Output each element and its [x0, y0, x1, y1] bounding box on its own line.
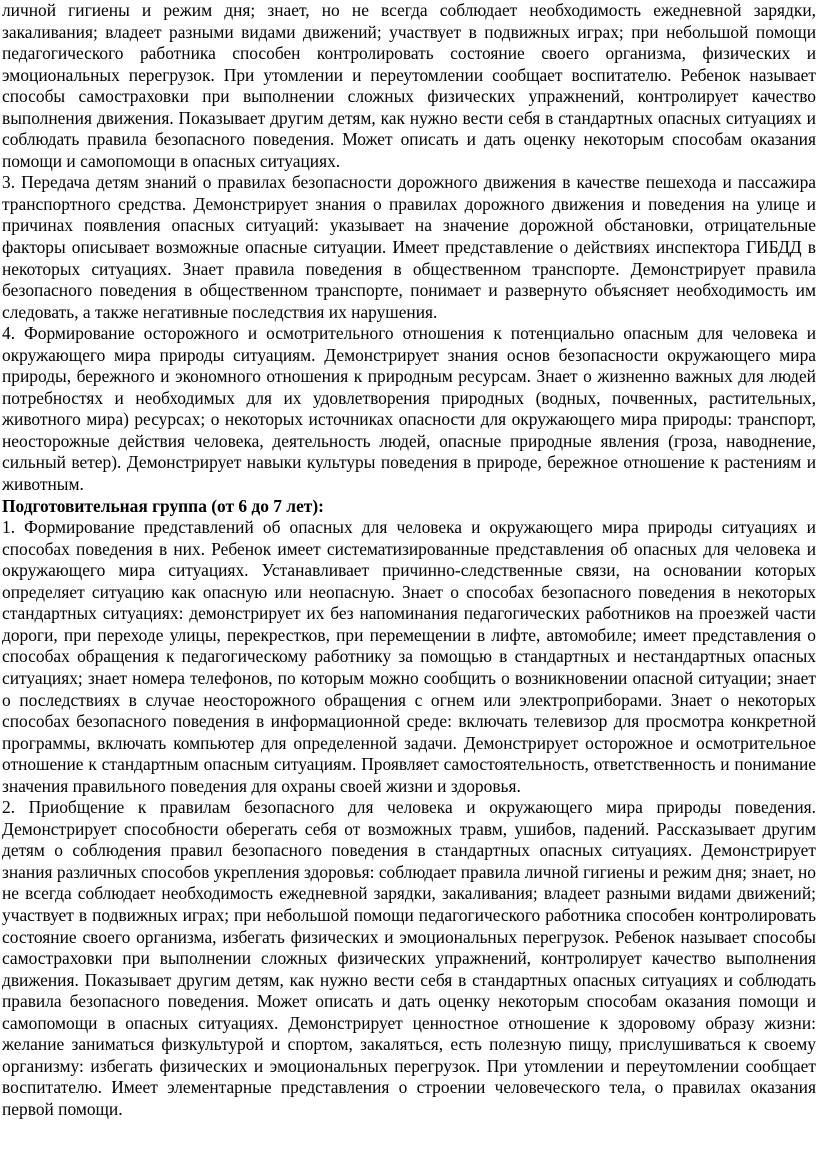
paragraph-hygiene-continuation: личной гигиены и режим дня; знает, но не всегда соблюдает необходимость ежедневной зарядки, закаливания; владеет разными видами движений; участвует в подвижных играх; при небольшой помощи педагогического работника способен контролировать состояние своего организма, физических и эмоциональных перегрузок. При утомлении и переутомлении сообщает воспитателю. Ребенок называет способы самостраховки при выполнении сложных физических упражнений, контролирует качество выполнения движения. Показывает другим детям, как нужно вести себя в стандартных опасных ситуациях и соблюдать правила безопасного поведения. Может описать и дать оценку некоторым способам оказания помощи и самопомощи в опасных ситуациях.: [2, 0, 816, 171]
paragraph-traffic-safety: 3. Передача детям знаний о правилах безопасности дорожного движения в качестве пешехода и пассажира транспортного средства. Демонстрирует знания о правилах дорожного движения и поведения на улице и причинах появления опасных ситуаций: указывает на значение дорожной обстановки, отрицательные факторы описывает возможные опасные ситуации. Имеет представление о действиях инспектора ГИБДД в некоторых ситуациях. Знает правила поведения в общественном транспорте. Демонстрирует правила безопасного поведения в общественном транспорте, понимает и развернуто объясняет необходимость им следовать, а также негативные последствия их нарушения.: [2, 172, 816, 322]
section-heading: Подготовительная группа (от 6 до 7 лет):: [2, 495, 324, 516]
paragraph-safe-behavior-rules: 2. Приобщение к правилам безопасного для человека и окружающего мира природы поведения. Демонстрирует способности оберегать себя от возможных травм, ушибов, падений. Рассказывает другим детям о соблюдения правил безопасного поведения в стандартных опасных ситуациях. Демонстрирует знания различных способов укрепления здоровья: соблюдает правила личной гигиены и режим дня; знает, но не всегда соблюдает необходимость ежедневной зарядки, закаливания; владеет разными видами движений; участвует в подвижных играх; при небольшой помощи педагогического работника способен контролировать состояние своего организма, избегать физических и эмоциональных перегрузок. Ребенок называет способы самостраховки при выполнении сложных физических упражнений, контролирует качество выполнения движения. Показывает другим детям, как нужно вести себя в стандартных опасных ситуациях и соблюдать правила безопасного поведения. Может описать и дать оценку некоторым способам оказания помощи и самопомощи в опасных ситуациях. Демонстрирует ценностное отношение к здоровому образу жизни: желание заниматься физкультурой и спортом, закаляться, есть полезную пищу, прислушиваться к своему организму: избегать физических и эмоциональных перегрузок. При утомлении и переутомлении сообщает воспитателю. Имеет элементарные представления о строении человеческого тела, о правилах оказания первой помощи.: [2, 797, 816, 1119]
paragraph-nature-safety: 4. Формирование осторожного и осмотрительного отношения к потенциально опасным для человека и окружающего мира природы ситуациям. Демонстрирует знания основ безопасности окружающего мира природы, бережного и экономного отношения к природным ресурсам. Знает о жизненно важных для людей потребностях и необходимых для их удовлетворения природных (водных, почвенных, растительных, животного мира) ресурсах; о некоторых источниках опасности для окружающего мира природы: транспорт, неосторожные действия человека, деятельность людей, опасные природные явления (гроза, наводнение, сильный ветер). Демонстрирует навыки культуры поведения в природе, бережное отношение к растениям и животным.: [2, 323, 816, 495]
paragraph-dangerous-situations: 1. Формирование представлений об опасных для человека и окружающего мира природы ситуациях и способах поведения в них. Ребенок имеет систематизированные представления об опасных для человека и окружающего мира ситуациях. Устанавливает причинно-следственные связи, на основании которых определяет ситуацию как опасную или неопасную. Знает о способах безопасного поведения в некоторых стандартных ситуациях: демонстрирует их без напоминания педагогических работников на проезжей части дороги, при переходе улицы, перекрестков, при перемещении в лифте, автомобиле; имеет представления о способах обращения к педагогическому работнику за помощью в стандартных и нестандартных опасных ситуациях; знает номера телефонов, по которым можно сообщить о возникновении опасной ситуации; знает о последствиях в случае неосторожного обращения с огнем или электроприборами. Знает о некоторых способах безопасного поведения в информационной среде: включать телевизор для просмотра конкретной программы, включать компьютер для определенной задачи. Демонстрирует осторожное и осмотрительное отношение к стандартным опасным ситуациям. Проявляет самостоятельность, ответственность и понимание значения правильного поведения для охраны своей жизни и здоровья.: [2, 517, 816, 796]
